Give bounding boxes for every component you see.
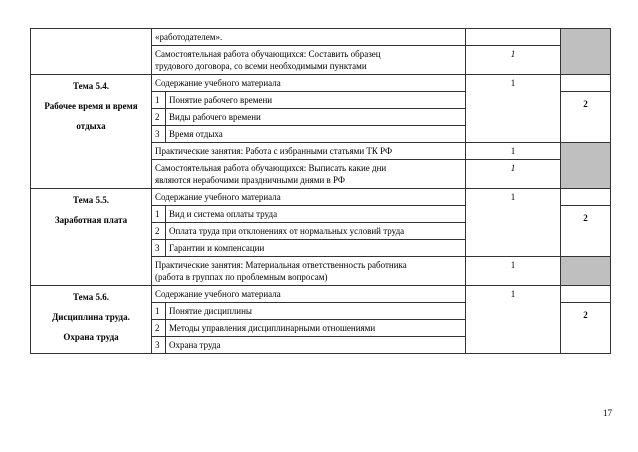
table-row <box>31 29 611 46</box>
self-work-text <box>152 46 466 75</box>
item-text: Охрана труда <box>166 337 466 354</box>
self-work-line: трудового договора, со всеми необходимыми пунктами <box>155 61 367 71</box>
topic-name: Рабочее время и время <box>44 101 138 111</box>
self-work-hours: 1 <box>466 46 561 75</box>
topic-name: Заработная плата <box>54 215 128 225</box>
level-cell-empty <box>561 189 611 206</box>
content-label: Содержание учебного материала <box>152 189 466 206</box>
shaded-level-cell <box>561 29 611 75</box>
self-work-line: Самостоятельная работа обучающихся: Составить образец <box>155 49 381 59</box>
practical-text: Практические занятия: Работа с избранными статьями ТК РФ <box>152 143 466 160</box>
self-work-line: являются нерабочими праздничными днями в РФ <box>155 175 346 185</box>
hours-cell-empty <box>466 29 561 46</box>
level-cell <box>561 303 611 354</box>
level-cell-empty <box>561 75 611 92</box>
content-hours: 1 <box>466 286 561 354</box>
item-number: 3 <box>152 337 166 354</box>
item-number: 2 <box>152 109 166 126</box>
table-row <box>31 75 611 92</box>
continued-text: «работодателем». <box>152 29 466 46</box>
item-text: Методы управления дисциплинарными отношениями <box>166 320 466 337</box>
practical-hours: 1 <box>466 143 561 160</box>
item-text: Виды рабочего времени <box>166 109 466 126</box>
topic-name: Дисциплина труда. <box>52 312 130 322</box>
table-row <box>31 286 611 303</box>
item-text: Время отдыха <box>166 126 466 143</box>
practical-text <box>152 257 466 286</box>
item-text: Вид и система оплаты труда <box>166 206 466 223</box>
curriculum-table <box>30 28 611 354</box>
level-value: 2 <box>583 213 588 223</box>
content-hours: 1 <box>466 75 561 143</box>
level-cell <box>561 206 611 257</box>
table-row <box>31 189 611 206</box>
item-text: Понятие рабочего времени <box>166 92 466 109</box>
topic-name: Охрана труда <box>63 332 119 342</box>
shaded-level-cell <box>561 143 611 189</box>
item-text: Гарантии и компенсации <box>166 240 466 257</box>
self-work-hours: 1 <box>466 160 561 189</box>
topic-cell <box>31 286 152 354</box>
content-hours: 1 <box>466 189 561 257</box>
shaded-level-cell <box>561 257 611 286</box>
topic-title: Тема 5.6. <box>73 292 109 302</box>
self-work-line: Самостоятельная работа обучающихся: Выписать какие дни <box>155 163 387 173</box>
level-value: 2 <box>583 310 588 320</box>
level-value: 2 <box>583 99 588 109</box>
topic-cell <box>31 75 152 189</box>
practical-hours: 1 <box>466 257 561 286</box>
item-text: Понятие дисциплины <box>166 303 466 320</box>
practical-line: (работа в группах по проблемным вопросам) <box>155 272 328 282</box>
topic-name: отдыха <box>76 121 106 131</box>
topic-cell-empty <box>31 29 152 75</box>
topic-cell <box>31 189 152 286</box>
item-number: 3 <box>152 240 166 257</box>
item-text: Оплата труда при отклонениях от нормальных условий труда <box>166 223 466 240</box>
item-number: 1 <box>152 303 166 320</box>
page-number: 17 <box>603 408 612 418</box>
practical-line: Практические занятия: Материальная ответственность работника <box>155 260 407 270</box>
self-work-text <box>152 160 466 189</box>
document-page <box>30 28 611 354</box>
item-number: 2 <box>152 320 166 337</box>
item-number: 1 <box>152 92 166 109</box>
topic-title: Тема 5.4. <box>73 81 109 91</box>
item-number: 1 <box>152 206 166 223</box>
topic-title: Тема 5.5. <box>73 195 109 205</box>
content-label: Содержание учебного материала <box>152 75 466 92</box>
level-cell-empty <box>561 286 611 303</box>
item-number: 3 <box>152 126 166 143</box>
item-number: 2 <box>152 223 166 240</box>
content-label: Содержание учебного материала <box>152 286 466 303</box>
level-cell <box>561 92 611 143</box>
